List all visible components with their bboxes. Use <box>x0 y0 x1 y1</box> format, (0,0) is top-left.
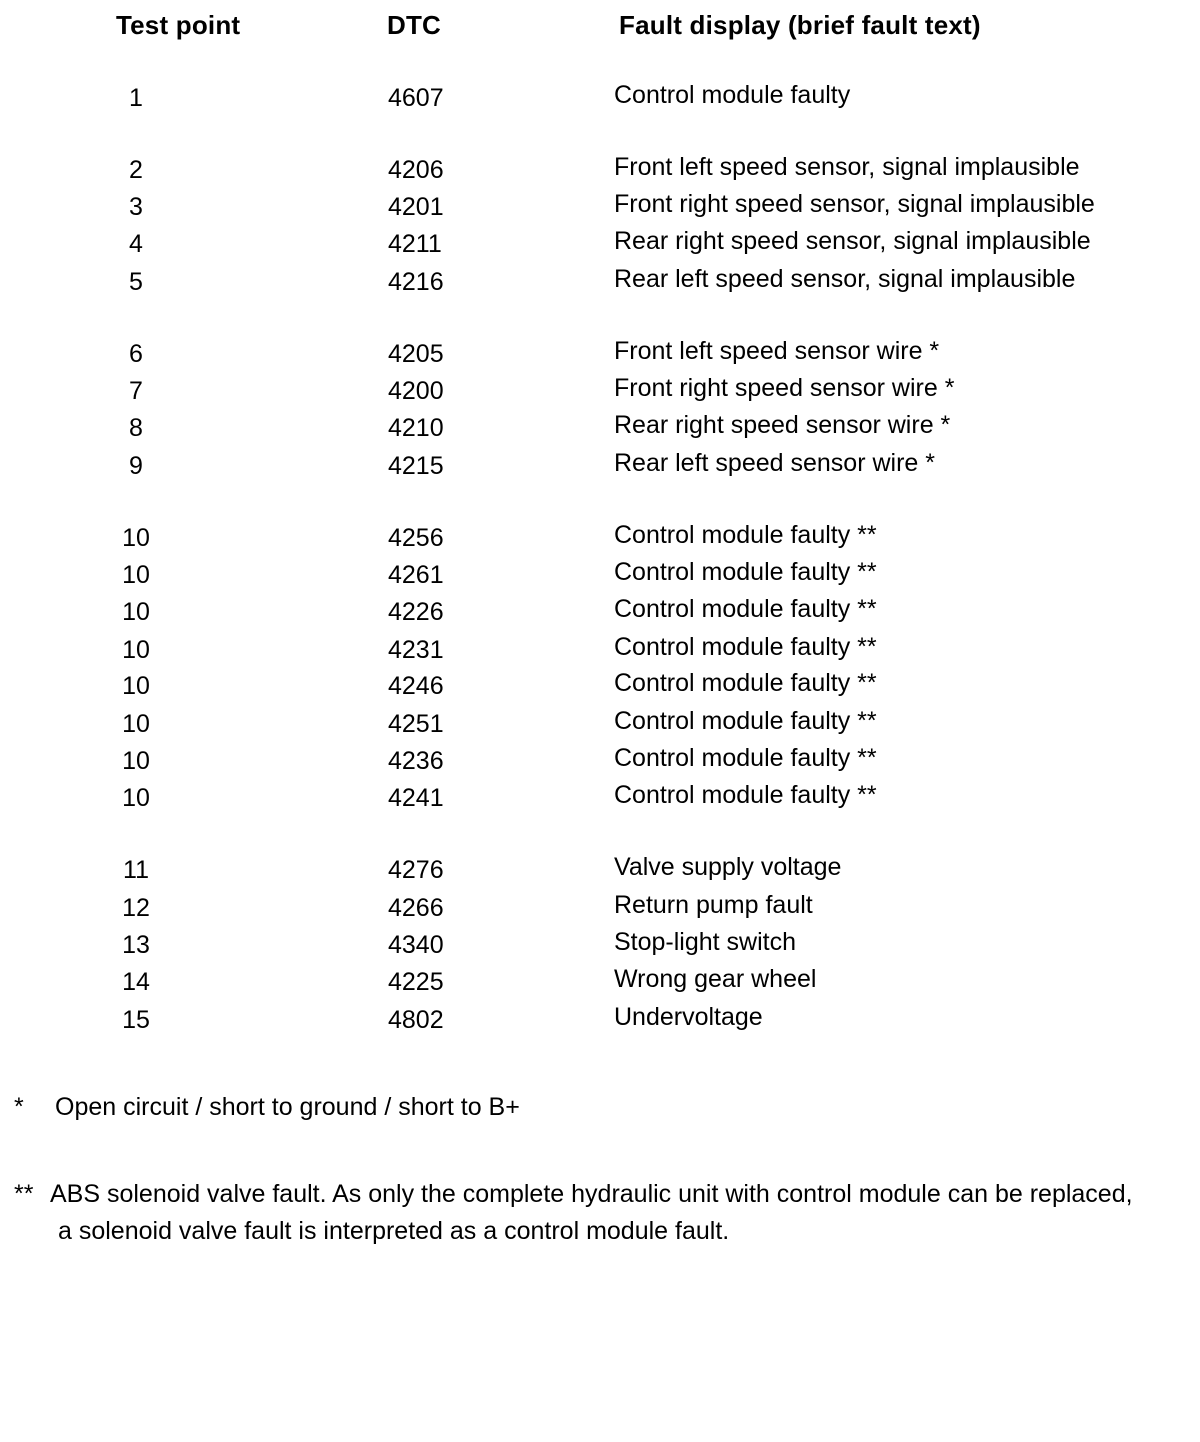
dtc-cell: 4225 <box>388 968 444 996</box>
table-row <box>0 449 1200 488</box>
fault-cell: Rear left speed sensor wire * <box>614 449 935 477</box>
table-row <box>0 337 1200 376</box>
test-point-cell: 11 <box>123 856 149 884</box>
table-row <box>0 965 1200 1004</box>
test-point-cell: 8 <box>129 414 143 442</box>
table-row <box>0 411 1200 450</box>
dtc-cell: 4200 <box>388 377 444 405</box>
table-row <box>0 1003 1200 1042</box>
table-row <box>0 781 1200 820</box>
dtc-cell: 4607 <box>388 84 444 112</box>
test-point-cell: 6 <box>129 340 143 368</box>
dtc-cell: 4246 <box>388 672 444 700</box>
footnote-double-line-1: ABS solenoid valve fault. As only the complete hydraulic unit with control module can be replaced, <box>50 1180 1133 1208</box>
dtc-cell: 4205 <box>388 340 444 368</box>
dtc-cell: 4236 <box>388 747 444 775</box>
fault-cell: Front right speed sensor, signal implausible <box>614 190 1095 218</box>
fault-cell: Control module faulty ** <box>614 744 877 772</box>
test-point-cell: 10 <box>122 672 150 700</box>
fault-cell: Control module faulty ** <box>614 558 877 586</box>
dtc-cell: 4216 <box>388 268 444 296</box>
test-point-cell: 13 <box>122 931 150 959</box>
fault-cell: Front right speed sensor wire * <box>614 374 955 402</box>
test-point-cell: 12 <box>122 894 150 922</box>
fault-cell: Wrong gear wheel <box>614 965 817 993</box>
dtc-cell: 4802 <box>388 1006 444 1034</box>
footnote-double-mark: ** <box>14 1180 34 1208</box>
table-row <box>0 891 1200 930</box>
dtc-cell: 4211 <box>388 230 442 258</box>
table-row <box>0 595 1200 634</box>
fault-cell: Valve supply voltage <box>614 853 842 881</box>
fault-cell: Control module faulty ** <box>614 669 877 697</box>
dtc-cell: 4226 <box>388 598 444 626</box>
dtc-cell: 4206 <box>388 156 444 184</box>
test-point-cell: 10 <box>122 636 150 664</box>
test-point-cell: 9 <box>129 452 143 480</box>
test-point-cell: 10 <box>122 524 150 552</box>
test-point-cell: 1 <box>129 84 143 112</box>
table-row <box>0 227 1200 266</box>
table-row <box>0 190 1200 229</box>
table-row <box>0 265 1200 304</box>
test-point-cell: 3 <box>129 193 143 221</box>
footnote-double-line-2: a solenoid valve fault is interpreted as a control module fault. <box>58 1217 730 1245</box>
dtc-cell: 4210 <box>388 414 444 442</box>
table-row <box>0 521 1200 560</box>
table-row <box>0 669 1200 708</box>
test-point-cell: 10 <box>122 598 150 626</box>
test-point-cell: 10 <box>122 747 150 775</box>
test-point-cell: 7 <box>129 377 143 405</box>
dtc-cell: 4231 <box>388 636 444 664</box>
fault-cell: Control module faulty ** <box>614 521 877 549</box>
dtc-cell: 4251 <box>388 710 444 738</box>
table-row <box>0 633 1200 672</box>
fault-cell: Control module faulty <box>614 81 851 109</box>
header-fault-display: Fault display (brief fault text) <box>619 10 981 40</box>
fault-cell: Rear right speed sensor, signal implausible <box>614 227 1091 255</box>
fault-cell: Return pump fault <box>614 891 813 919</box>
test-point-cell: 10 <box>122 710 150 738</box>
dtc-cell: 4256 <box>388 524 444 552</box>
fault-cell: Undervoltage <box>614 1003 763 1031</box>
dtc-cell: 4266 <box>388 894 444 922</box>
test-point-cell: 4 <box>129 230 143 258</box>
fault-cell: Control module faulty ** <box>614 781 877 809</box>
table-row <box>0 853 1200 892</box>
fault-cell: Stop-light switch <box>614 928 797 956</box>
fault-cell: Rear left speed sensor, signal implausible <box>614 265 1076 293</box>
header-dtc: DTC <box>387 10 442 40</box>
dtc-cell: 4215 <box>388 452 444 480</box>
table-row <box>0 374 1200 413</box>
fault-cell: Control module faulty ** <box>614 707 877 735</box>
test-point-cell: 10 <box>122 561 150 589</box>
test-point-cell: 15 <box>122 1006 150 1034</box>
table-row <box>0 558 1200 597</box>
table-row <box>0 81 1200 120</box>
table-row <box>0 928 1200 967</box>
footnote-single-mark: * <box>14 1093 24 1121</box>
table-row <box>0 744 1200 783</box>
header-test-point: Test point <box>116 10 241 40</box>
fault-cell: Control module faulty ** <box>614 595 877 623</box>
table-row <box>0 707 1200 746</box>
test-point-cell: 2 <box>129 156 143 184</box>
fault-cell: Rear right speed sensor wire * <box>614 411 951 439</box>
dtc-cell: 4201 <box>388 193 444 221</box>
dtc-cell: 4261 <box>388 561 444 589</box>
test-point-cell: 10 <box>122 784 150 812</box>
fault-cell: Control module faulty ** <box>614 633 877 661</box>
dtc-cell: 4340 <box>388 931 444 959</box>
dtc-cell: 4241 <box>388 784 444 812</box>
fault-cell: Front left speed sensor wire * <box>614 337 940 365</box>
table-row <box>0 153 1200 192</box>
footnote-single-text: Open circuit / short to ground / short to B+ <box>55 1093 520 1121</box>
test-point-cell: 14 <box>122 968 150 996</box>
dtc-cell: 4276 <box>388 856 444 884</box>
test-point-cell: 5 <box>129 268 143 296</box>
fault-cell: Front left speed sensor, signal implausible <box>614 153 1080 181</box>
